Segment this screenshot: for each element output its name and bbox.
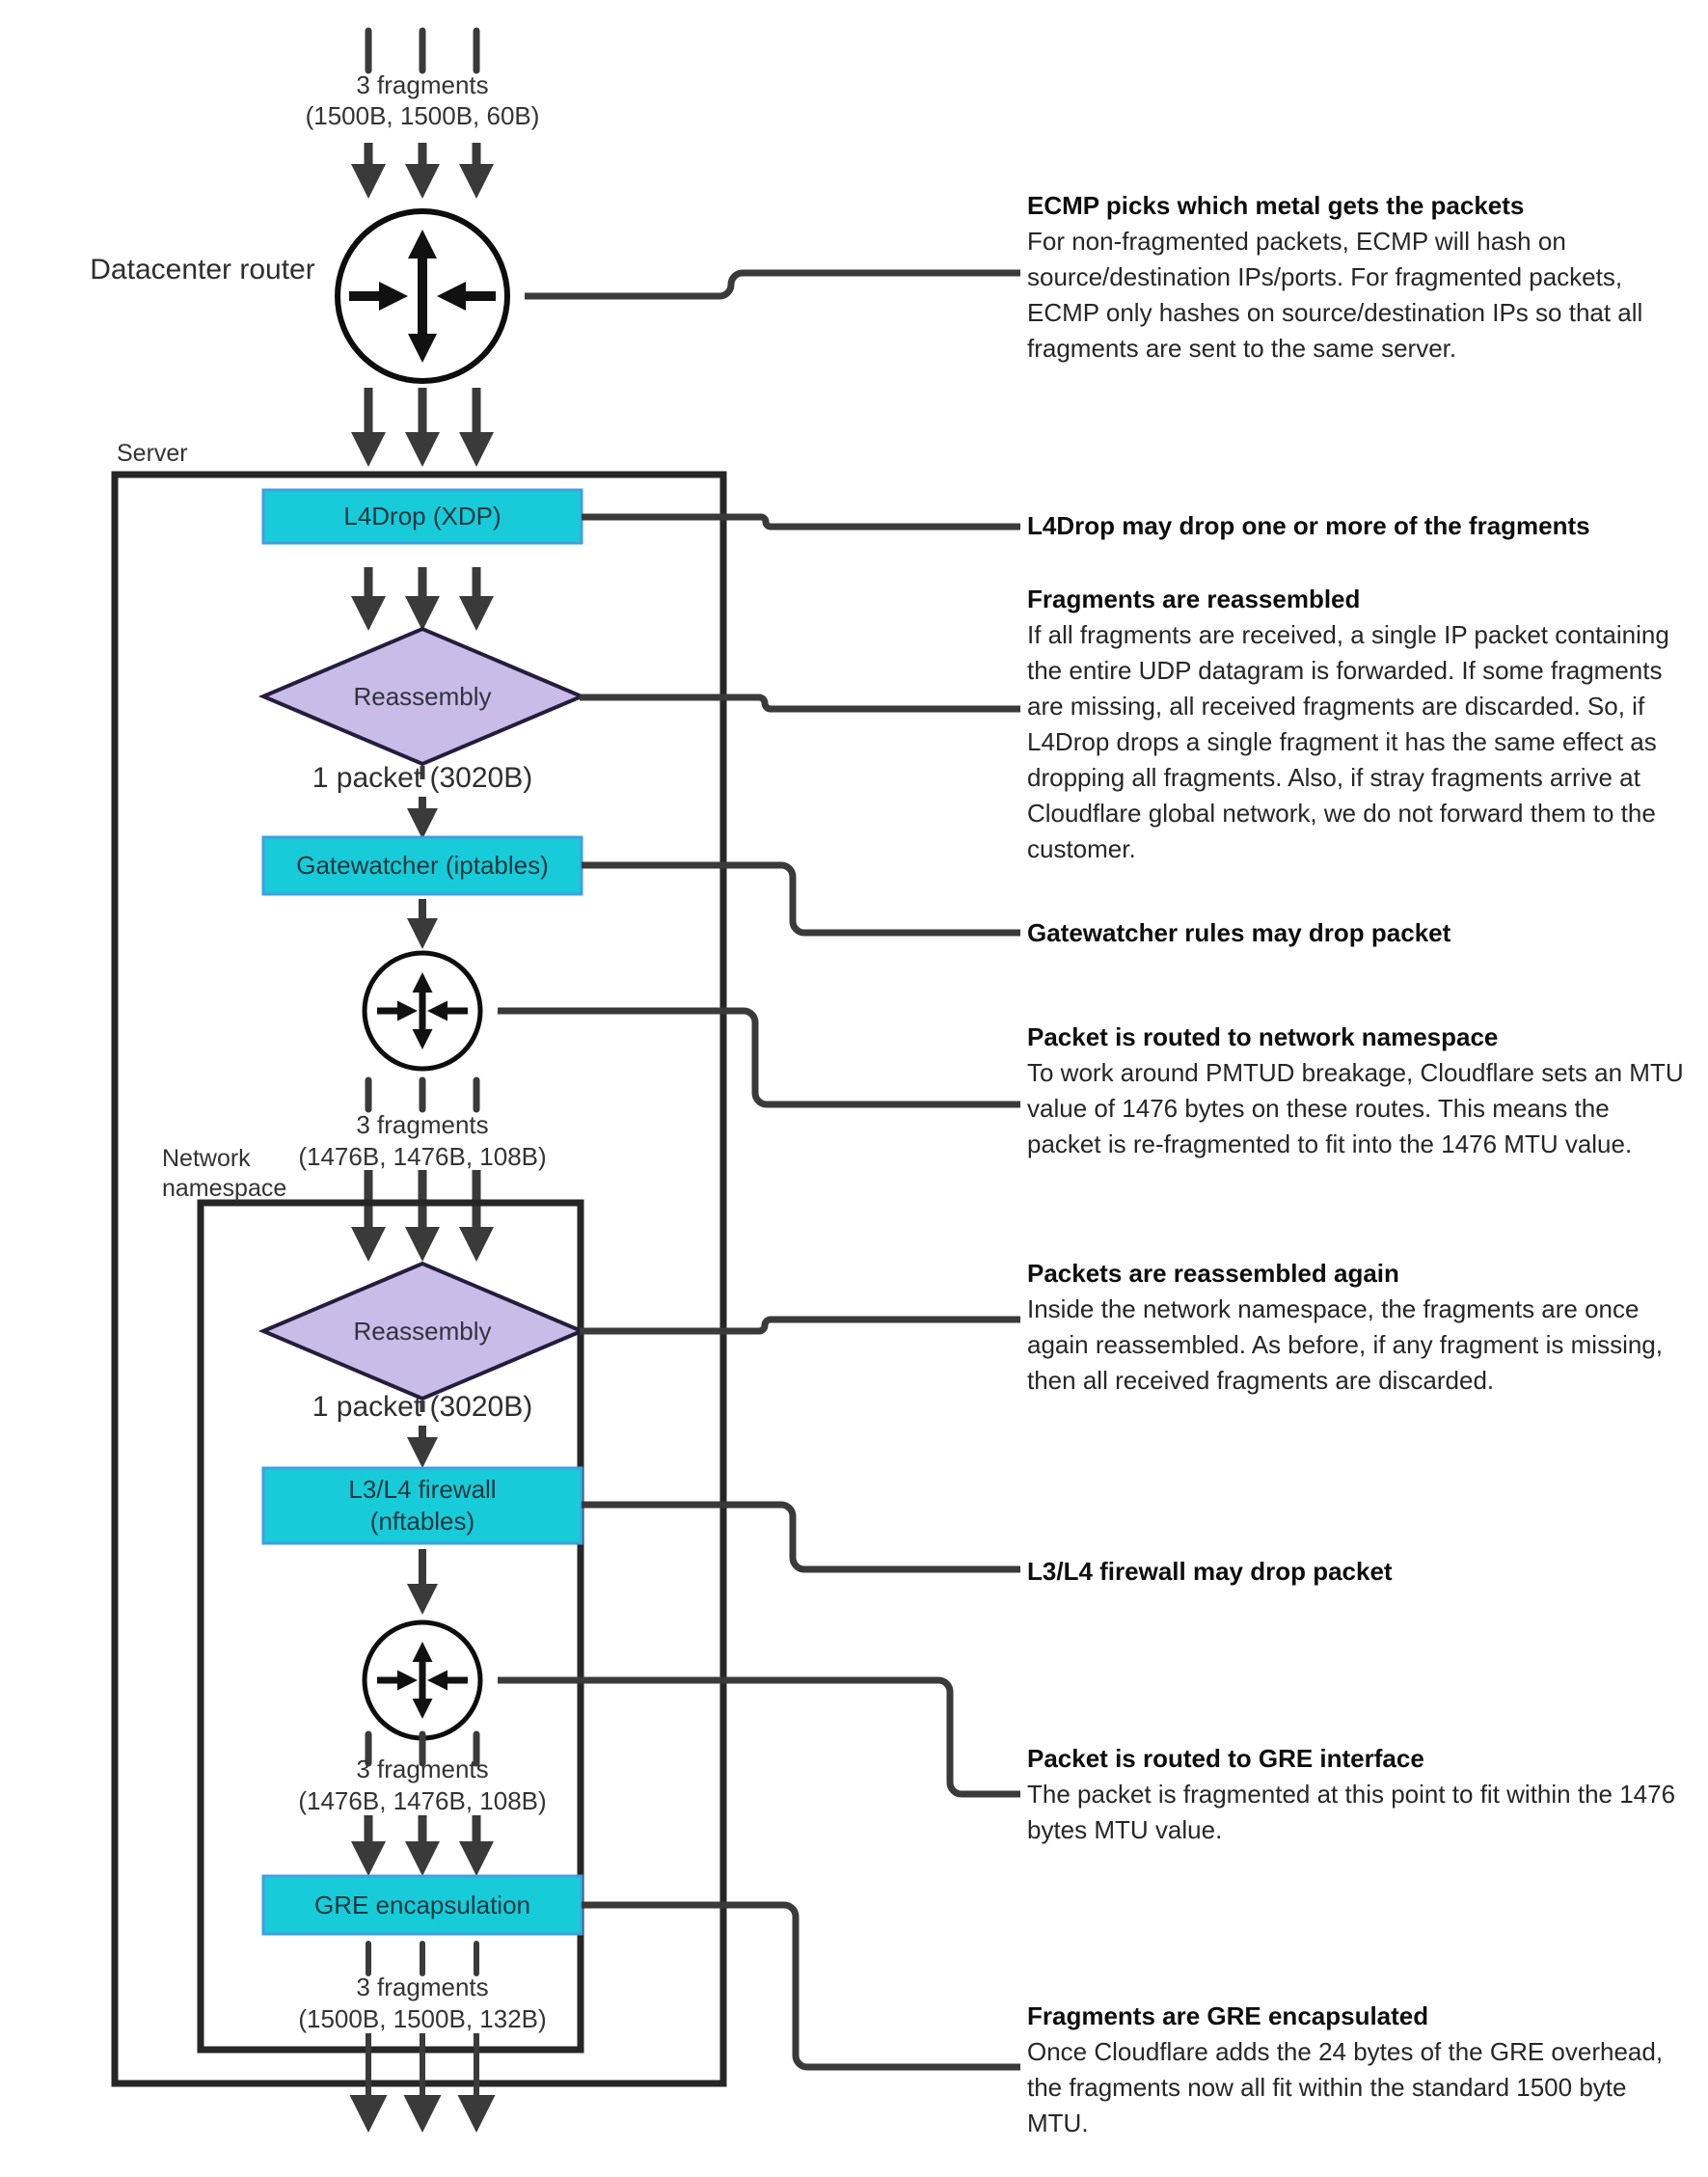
annotation-gre-interface-heading: Packet is routed to GRE interface [1027,1744,1424,1773]
fragment-dashes-2 [368,1080,476,1109]
top-fragments-sizes: (1500B, 1500B, 60B) [305,101,540,130]
annotation-routed-namespace-heading: Packet is routed to network namespace [1027,1022,1499,1051]
l4drop-arrows [368,567,476,596]
server-label: Server [117,440,188,467]
connector-reassembly1 [580,697,1020,709]
connector-ecmp [525,273,1020,296]
post-gre-fragments-sizes: (1500B, 1500B, 132B) [298,2004,547,2033]
annotation-reassembled-body: If all fragments are received, a single IP packet containing the entire UDP datagram is forwarded. If some fragments are missing, all received fragments are discarded. So, if L4Drop drops a single fragment it has the same effect as dropping all fragments. Also, if stray fragments arrive at Cloudflare global network, we do not forward them to the customer. [1027,620,1669,863]
mid-fragments-sizes: (1476B, 1476B, 108B) [298,1142,547,1171]
gatewatcher-label: Gatewatcher (iptables) [296,851,549,880]
top-fragments-count: 3 fragments [356,70,489,99]
namespace-router-icon [365,953,480,1069]
post-gre-fragments-count: 3 fragments [356,1973,489,2001]
connector-gatewatcher [582,865,1020,933]
network-namespace-label: Network namespace [162,1145,287,1202]
pre-gre-fragments-sizes: (1476B, 1476B, 108B) [298,1786,547,1815]
connector-router3 [498,1680,1020,1794]
top-arrows [368,143,476,164]
l4drop-label: L4Drop (XDP) [343,502,502,531]
connector-gre [582,1905,1020,2067]
annotation-gre-encapsulated [1027,1999,1688,2141]
reassembly2-label: Reassembly [353,1316,492,1346]
annotation-ecmp-body: For non-fragmented packets, ECMP will hash on source/destination IPs/ports. For fragmented packets, ECMP only hashes on source/destination IPs so that all fragments are sent to the same server. [1027,227,1643,363]
annotation-reassembled-heading: Fragments are reassembled [1027,585,1361,613]
annotation-l4drop [1027,508,1688,544]
connector-l3l4 [582,1505,1020,1569]
annotation-l3l4 [1027,1554,1688,1590]
annotation-ecmp [1027,188,1688,367]
annotation-gre-encapsulated-heading: Fragments are GRE encapsulated [1027,2001,1429,2030]
annotation-routed-namespace [1027,1020,1688,1162]
packet1-label: 1 packet (3020B) [312,762,533,794]
mid-fragments-count: 3 fragments [356,1110,489,1139]
datacenter-router-label: Datacenter router [90,254,315,286]
packet2-label: 1 packet (3020B) [312,1391,533,1423]
annotation-reassembled-again-heading: Packets are reassembled again [1027,1259,1399,1288]
annotation-gre-interface-body: The packet is fragmented at this point to fit within the 1476 bytes MTU value. [1027,1780,1676,1844]
l3l4-firewall-label: L3/L4 firewall (nftables) [348,1475,497,1536]
gre-label: GRE encapsulation [313,1890,531,1919]
reassembly1-label: Reassembly [353,681,492,711]
annotation-gre-interface [1027,1741,1688,1848]
connector-reassembly2 [580,1320,1020,1331]
annotation-reassembled [1027,582,1688,867]
annotation-ecmp-heading: ECMP picks which metal gets the packets [1027,191,1525,220]
annotation-reassembled-again [1027,1256,1688,1399]
annotation-l3l4-heading: L3/L4 firewall may drop packet [1027,1557,1393,1586]
annotation-gatewatcher [1027,915,1688,951]
datacenter-router-icon [338,211,507,381]
top-fragment-dashes [368,31,476,70]
pre-gre-fragments-count: 3 fragments [356,1755,489,1783]
router-to-server-arrows [368,388,476,432]
gre-entry-arrows [368,1815,476,1841]
connector-l4drop [582,517,1020,527]
annotation-gre-encapsulated-body: Once Cloudflare adds the 24 bytes of the GRE overhead, the fragments now all fit within the standard 1500 byte MTU. [1027,2037,1664,2137]
gre-router-icon [365,1622,480,1738]
fragment-dashes-4 [368,1944,476,1973]
annotation-gatewatcher-heading: Gatewatcher rules may drop packet [1027,918,1451,947]
annotation-routed-namespace-body: To work around PMTUD breakage, Cloudflare sets an MTU value of 1476 bytes on these routes. This means the packet is re-fragmented to fit into the 1476 MTU value. [1027,1058,1684,1158]
annotation-reassembled-again-body: Inside the network namespace, the fragments are once again reassembled. As before, if any fragment is missing, then all received fragments are discarded. [1027,1294,1663,1395]
annotation-l4drop-heading: L4Drop may drop one or more of the fragments [1027,511,1590,540]
namespace-entry-arrows [368,1170,476,1227]
connector-router2 [498,1011,1020,1104]
